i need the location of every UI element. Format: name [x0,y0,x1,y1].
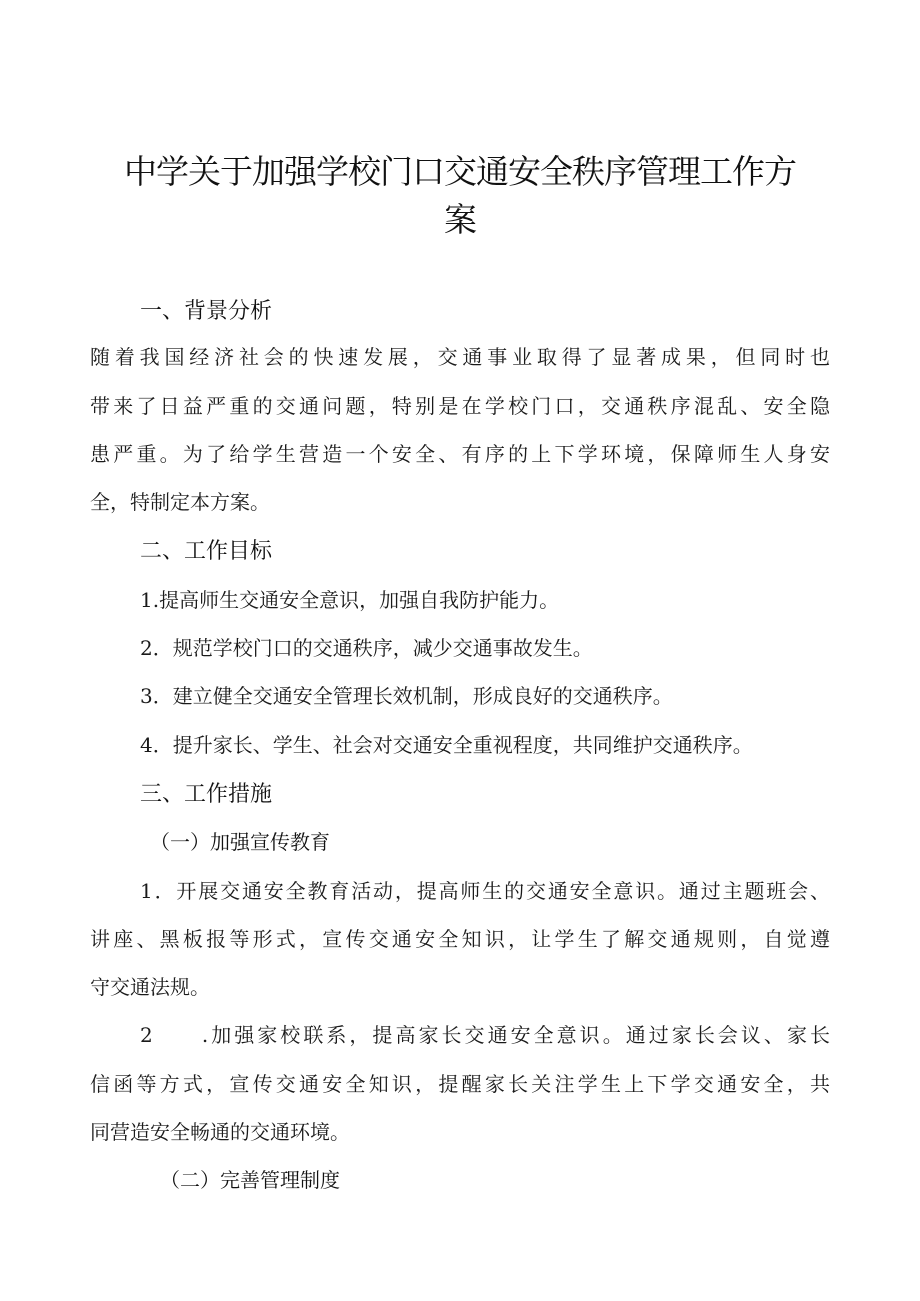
paragraph-line: 1．开展交通安全教育活动，提高师生的交通安全意识。通过主题班会、 [140,879,830,903]
paragraph-line: 讲座、黑板报等形式，宣传交通安全知识，让学生了解交通规则，自觉遵 [90,927,830,951]
subsection-heading-publicity: （一）加强宣传教育 [150,830,330,854]
section-heading-background: 一、背景分析 [140,299,273,324]
goal-item: 1.提高师生交通安全意识，加强自我防护能力。 [140,588,560,612]
paragraph-line: 随着我国经济社会的快速发展，交通事业取得了显著成果，但同时也 [90,345,830,369]
paragraph-line: 全，特制定本方案。 [90,490,270,514]
goal-item: 2．规范学校门口的交通秩序，减少交通事故发生。 [140,636,593,660]
section-heading-measures: 三、工作措施 [140,782,273,807]
subsection-heading-management: （二）完善管理制度 [160,1168,340,1192]
paragraph-line: 同营造安全畅通的交通环境。 [90,1120,350,1144]
goal-item: 4．提升家长、学生、社会对交通安全重视程度，共同维护交通秩序。 [140,733,753,757]
document-title-line-1: 中学关于加强学校门口交通安全秩序管理工作方 [124,152,796,191]
paragraph-line: 守交通法规。 [90,975,210,999]
paragraph-line: 2 .加强家校联系，提高家长交通安全意识。通过家长会议、家长 [140,1023,830,1047]
goal-item: 3．建立健全交通安全管理长效机制，形成良好的交通秩序。 [140,684,673,708]
paragraph-line: 信函等方式，宣传交通安全知识，提醒家长关注学生上下学交通安全，共 [90,1072,830,1096]
paragraph-line: 带来了日益严重的交通问题，特别是在学校门口，交通秩序混乱、安全隐 [90,394,830,418]
document-title-line-2: 案 [444,200,476,239]
section-heading-goals: 二、工作目标 [140,539,273,564]
paragraph-line: 患严重。为了给学生营造一个安全、有序的上下学环境，保障师生人身安 [90,442,830,466]
